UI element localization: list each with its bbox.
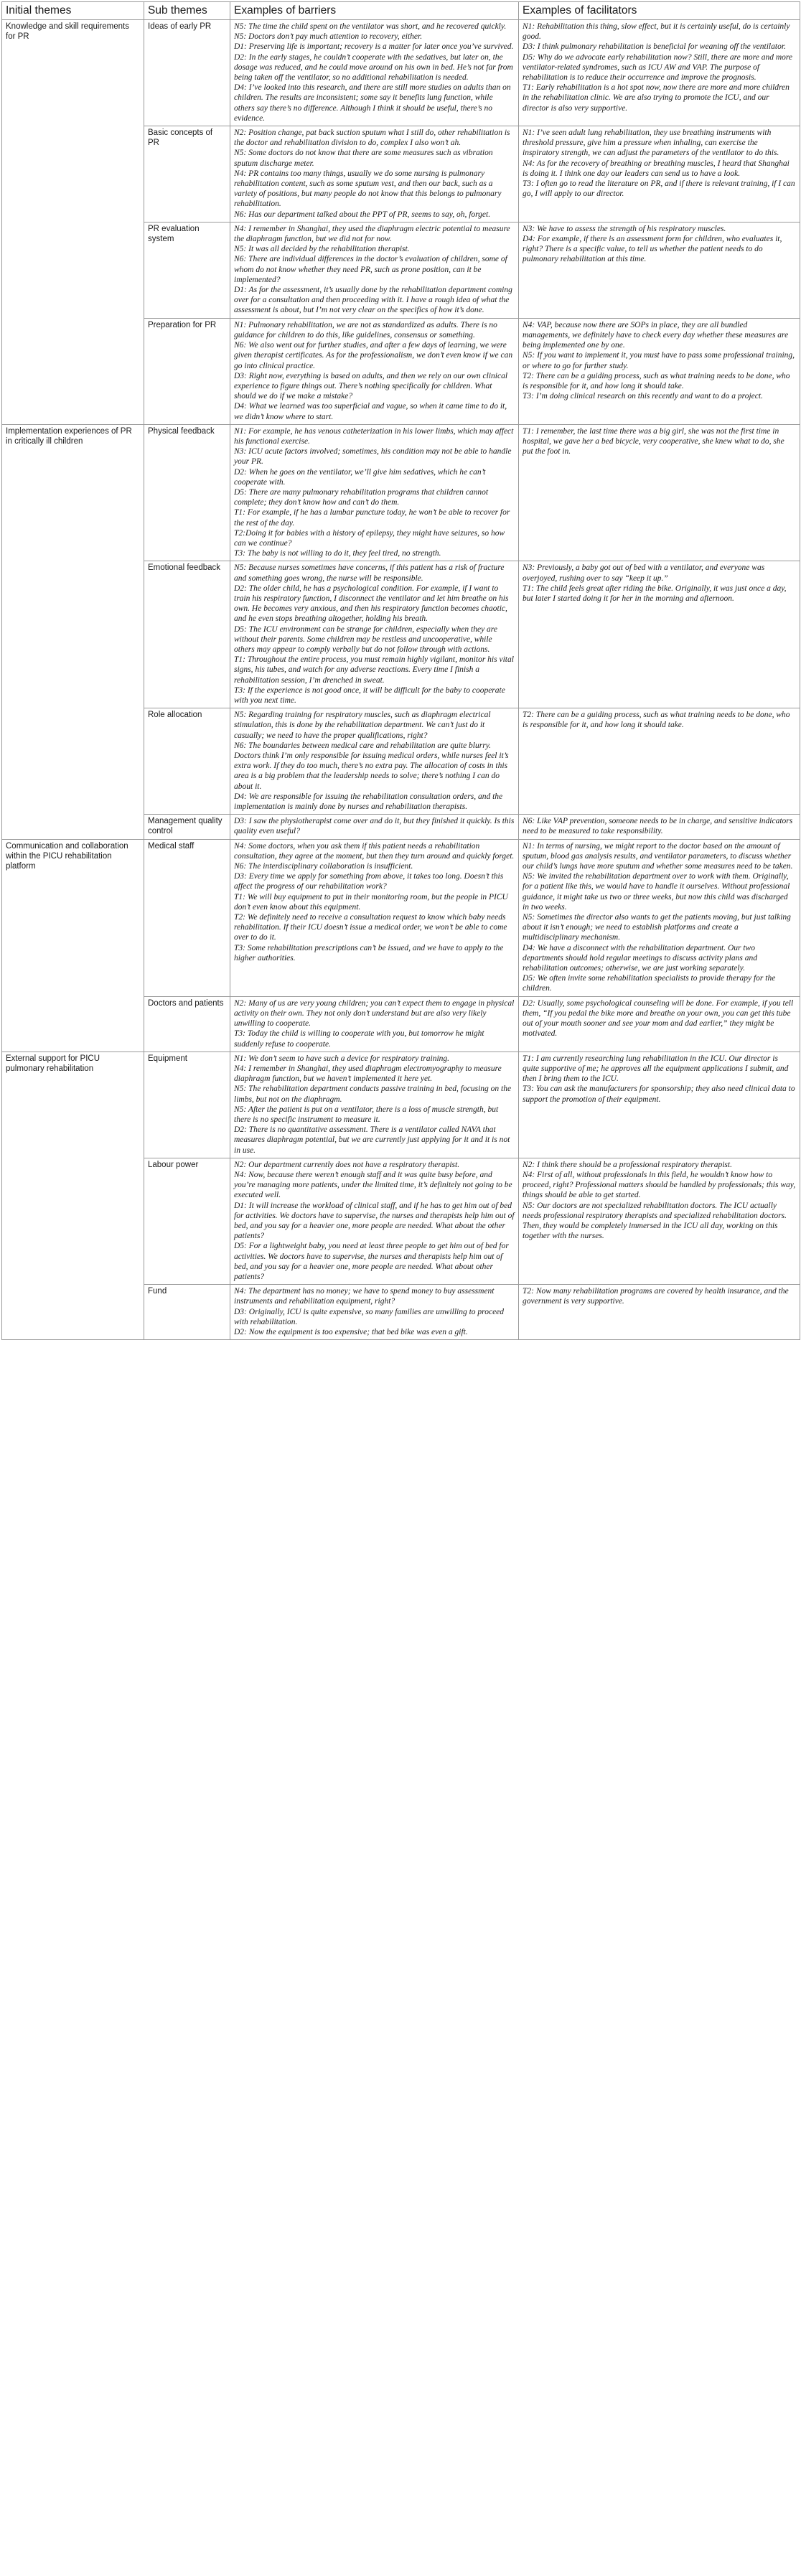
barrier-quote: D4: We are responsible for issuing the rehabilitation consultation orders, and the implementation is mainly done by nurses and rehabilitation therapists. [234, 792, 503, 812]
table-header-row [2, 2, 800, 20]
barrier-quote: D3: Originally, ICU is quite expensive, so many families are unwilling to proceed with rehabilitation. [234, 1307, 505, 1326]
sub-theme-cell: Fund [144, 1285, 230, 1340]
sub-theme-cell: Preparation for PR [144, 318, 230, 424]
barrier-quote: N4: I remember in Shanghai, they used the diaphragm electric potential to measure the diaphragm function, but we did not for now. [234, 224, 510, 244]
facilitator-quote: T3: I’m doing clinical research on this recently and want to do a project. [523, 392, 763, 401]
facilitator-quote: N4: As for the recovery of breathing or breathing muscles, I heard that Shanghai is doing it. I think one day our leaders can send us to have a look. [523, 159, 790, 178]
barrier-quote: N6: The boundaries between medical care and rehabilitation are quite blurry. Doctors think I’m only responsible for issuing medical orders, while nurses feel it’s extra work. If they do too much, there’s no extra pay. The allocation of costs in this area is a big problem that the leadership needs to solve; there’s nothing I can do about it. [234, 741, 509, 791]
sub-theme-cell: Emotional feedback [144, 561, 230, 708]
facilitator-quote: T2: Now many rehabilitation programs are covered by health insurance, and the government is very supportive. [523, 1287, 789, 1306]
barriers-cell [230, 126, 519, 223]
barrier-quote: D4: I’ve looked into this research, and there are still more studies on adults than on children. The results are inconsistent; some say it benefits lung function, while others say there’s no difference. Although I think it should be useful, there’s no evidence. [234, 83, 511, 123]
sub-theme-cell: PR evaluation system [144, 222, 230, 318]
facilitator-quote: T3: You can ask the manufacturers for sponsorship; they also need clinical data to support the promotion of their equipment. [523, 1085, 795, 1104]
facilitator-quote: D4: We have a disconnect with the rehabilitation department. Our two departments should hold regular meetings to discuss activity plans and rehabilitation outcomes; otherwise, we are just working separately. [523, 943, 757, 973]
barriers-cell [230, 1285, 519, 1340]
facilitator-quote: T3: I often go to read the literature on PR, and if there is relevant training, if I can go, I will apply to our director. [523, 179, 795, 199]
facilitator-quote: T2: There can be a guiding process, such as what training needs to be done, who is responsible for it, and how long it should take. [523, 711, 790, 730]
barrier-quote: N6: We also went out for further studies, and after a few days of learning, we were given therapist certificates. As for the professionalism, we don’t even know if we can go into clinical practice. [234, 341, 513, 370]
barriers-cell [230, 996, 519, 1052]
facilitators-cell [519, 424, 800, 561]
initial-theme-cell: Knowledge and skill requirements for PR [2, 20, 144, 425]
barrier-quote: N1: For example, he has venous catheterization in his lower limbs, which may affect his functional exercise. [234, 426, 514, 446]
barriers-cell [230, 318, 519, 424]
facilitators-cell [519, 20, 800, 126]
facilitator-quote: N5: Sometimes the director also wants to get the patients moving, but just talking about it isn’t enough; we need to establish platforms and create a multidisciplinary mechanism. [523, 913, 791, 942]
barrier-quote: T1: We will buy equipment to put in their monitoring room, but the people in PICU don’t even know about this equipment. [234, 892, 508, 912]
barrier-quote: N4: I remember in Shanghai, they used diaphragm electromyography to measure diaphragm function, but we haven’t implemented it here yet. [234, 1064, 502, 1084]
barrier-quote: N4: The department has no money; we have to spend money to buy assessment instruments and rehabilitation equipment, right? [234, 1287, 495, 1306]
facilitator-quote: D5: We often invite some rehabilitation specialists to provide therapy for the children. [523, 974, 776, 993]
facilitator-quote: N3: Previously, a baby got out of bed with a ventilator, and everyone was overjoyed, rushing over to say “keep it up.” [523, 563, 765, 583]
facilitators-cell [519, 1158, 800, 1284]
barrier-quote: N5: After the patient is put on a ventilator, there is a loss of muscle strength, but there is no specific instrument to measure it. [234, 1105, 499, 1124]
facilitator-quote: N6: Like VAP prevention, someone needs to be in charge, and sensitive indicators need to be measured to take responsibility. [523, 817, 793, 836]
barrier-quote: D2: Now the equipment is too expensive; that bed bike was even a gift. [234, 1327, 468, 1336]
sub-theme-cell: Management quality control [144, 815, 230, 839]
sub-theme-cell: Role allocation [144, 708, 230, 815]
barrier-quote: D3: Right now, everything is based on adults, and then we rely on our own clinical experience to figure things out. There’s nothing specifically for children. What should we do if we make a mistake? [234, 371, 508, 401]
initial-theme-cell: Communication and collaboration within the PICU rehabilitation platform [2, 839, 144, 1052]
facilitators-cell [519, 318, 800, 424]
barrier-quote: N4: Now, because there weren’t enough staff and it was quite busy before, and you’re managing more patients, under the limited time, it’s definitely not going to be executed well. [234, 1170, 512, 1200]
barrier-quote: T2: We definitely need to receive a consultation request to know which baby needs rehabilitation. If their ICU doesn’t issue a medical order, we won’t be able to come over to do it. [234, 913, 507, 942]
barrier-quote: N5: The time the child spent on the ventilator was short, and he recovered quickly. [234, 22, 507, 31]
facilitator-quote: T1: The child feels great after riding the bike. Originally, it was just once a day, but later I started doing it for her in the morning and afternoon. [523, 584, 787, 603]
barriers-cell [230, 561, 519, 708]
barrier-quote: D1: It will increase the workload of clinical staff, and if he has to get him out of bed for activities. We doctors have to supervise, the nurses and therapists help him out of bed, and you say for a heavier one, more people are needed. What about the other patients? [234, 1201, 515, 1241]
barrier-quote: N3: ICU acute factors involved; sometimes, his condition may not be able to handle your PR. [234, 447, 512, 467]
barriers-cell [230, 424, 519, 561]
facilitators-cell [519, 222, 800, 318]
sub-theme-cell: Physical feedback [144, 424, 230, 561]
barriers-cell [230, 1052, 519, 1158]
barriers-cell [230, 708, 519, 815]
barriers-cell [230, 815, 519, 839]
barrier-quote: N5: It was all decided by the rehabilitation therapist. [234, 245, 410, 254]
table-row [2, 20, 800, 126]
barrier-quote: D2: When he goes on the ventilator, we’ll give him sedatives, which he can’t cooperate with. [234, 467, 486, 487]
barrier-quote: T3: Today the child is willing to cooperate with you, but tomorrow he might suddenly refuse to cooperate. [234, 1029, 484, 1049]
barrier-quote: T1: For example, if he has a lumbar puncture today, he won’t be able to recover for the rest of the day. [234, 508, 510, 528]
barrier-quote: N6: The interdisciplinary collaboration is insufficient. [234, 862, 413, 871]
table-row [2, 1052, 800, 1158]
facilitator-quote: T1: I am currently researching lung rehabilitation in the ICU. Our director is quite supportive of me; he approves all the equipment applications I submit, and then I bring them to the ICU. [523, 1054, 789, 1084]
barriers-cell [230, 1158, 519, 1284]
barrier-quote: T3: The baby is not willing to do it, they feel tired, no strength. [234, 549, 441, 558]
facilitators-cell [519, 996, 800, 1052]
table-body [2, 20, 800, 1340]
facilitator-quote: T2: There can be a guiding process, such as what training needs to be done, who is responsible for it, and how long it should take. [523, 371, 790, 390]
barrier-quote: N6: There are individual differences in the doctor’s evaluation of children, some of whom do not know whether they need PR, such as prone position, can it be implemented? [234, 255, 507, 284]
barrier-quote: D5: The ICU environment can be strange for children, especially when they are without their parents. Some children may be restless and uncooperative, while others may appear to comply verbally but do not follow through with actions. [234, 624, 497, 654]
barrier-quote: D3: Every time we apply for something from above, it takes too long. Doesn’t this affect the progress of our rehabilitation work? [234, 872, 504, 891]
facilitator-quote: N3: We have to assess the strength of his respiratory muscles. [523, 224, 726, 233]
barrier-quote: N2: Many of us are very young children; you can’t expect them to engage in physical activity on their own. They not only don’t understand but are also very likely unwilling to cooperate. [234, 998, 515, 1029]
barrier-quote: N4: PR contains too many things, usually we do some nursing is pulmonary rehabilitation content, such as some sputum vest, and then our back, such as a variety of positions, but many people do not know that this belongs to pulmonary rehabilitation. [234, 169, 502, 209]
facilitator-quote: D3: I think pulmonary rehabilitation is beneficial for weaning off the ventilator. [523, 42, 786, 52]
facilitators-cell [519, 1052, 800, 1158]
facilitator-quote: T1: Early rehabilitation is a hot spot now, now there are more and more children in the rehabilitation clinic. We are also trying to promote the ICU, and our director is also very supportive. [523, 83, 790, 113]
facilitators-cell [519, 708, 800, 815]
facilitator-quote: N4: First of all, without professionals in this field, he wouldn’t know how to proceed, right? Professional matters should be handled by professionals; this way, things should be able to get started. [523, 1170, 796, 1200]
sub-theme-cell: Ideas of early PR [144, 20, 230, 126]
barrier-quote: N5: Some doctors do not know that there are some measures such as vibration sputum discharge meter. [234, 149, 493, 168]
facilitators-cell [519, 1285, 800, 1340]
barrier-quote: N6: Has our department talked about the PPT of PR, seems to say, oh, forget. [234, 210, 491, 219]
barrier-quote: N2: Our department currently does not have a respiratory therapist. [234, 1160, 460, 1169]
barrier-quote: N5: Regarding training for respiratory muscles, such as diaphragm electrical stimulation, this is done by the rehabilitation department. We can’t just do it casually; we need to have the proper qualifications, right? [234, 711, 491, 740]
facilitator-quote: N1: Rehabilitation this thing, slow effect, but it is certainly useful, do is certainly good. [523, 22, 790, 42]
facilitator-quote: T1: I remember, the last time there was a big girl, she was not the first time in hospital, we gave her a bed bicycle, very cooperative, she knew what to do, she put the foot in. [523, 426, 784, 456]
facilitator-quote: N4: VAP, because now there are SOPs in place, they are all bundled managements, we definitely have to check every day whether these measures are being implemented one by one. [523, 320, 789, 350]
initial-theme-cell: External support for PICU pulmonary rehabilitation [2, 1052, 144, 1339]
header-barriers: Examples of barriers [230, 2, 519, 20]
sub-theme-cell: Labour power [144, 1158, 230, 1284]
table-row [2, 839, 800, 996]
facilitator-quote: N5: Our doctors are not specialized rehabilitation doctors. The ICU actually needs professional respiratory therapists and specialized rehabilitation doctors. Then, they would be completely immersed in the ICU all day, working on this together with the nurses. [523, 1201, 787, 1241]
header-facilitators: Examples of facilitators [519, 2, 800, 20]
header-initial-themes: Initial themes [2, 2, 144, 20]
barrier-quote: N2: Position change, pat back suction sputum what I still do, other rehabilitation is the doctor and rehabilitation division to do, complex I also won’t ah. [234, 128, 510, 148]
sub-theme-cell: Doctors and patients [144, 996, 230, 1052]
barrier-quote: N5: Doctors don’t pay much attention to recovery, either. [234, 32, 423, 42]
barriers-cell [230, 222, 519, 318]
barrier-quote: D2: The older child, he has a psychological condition. For example, if I want to train his respiratory function, I disconnect the ventilator and let him breathe on his own. He becomes very anxious, and then his respiratory function becomes chaotic, and he even stops breathing altogether, holding his breath. [234, 584, 509, 624]
facilitators-cell [519, 561, 800, 708]
sub-theme-cell: Medical staff [144, 839, 230, 996]
barrier-quote: T1: Throughout the entire process, you must remain highly vigilant, monitor his vital signs, his tubes, and watch for any adverse reactions. Every time I finish a rehabilitation session, I’m drenched in sweat. [234, 655, 514, 685]
barrier-quote: T2:Doing it for babies with a history of epilepsy, they might have seizures, so how can we continue? [234, 528, 505, 548]
facilitator-quote: N1: In terms of nursing, we might report to the doctor based on the amount of sputum, blood gas analysis results, and ventilator parameters, to discuss whether our child’s lungs have more sputum and whether some measures need to be taken. [523, 841, 793, 871]
barrier-quote: D1: As for the assessment, it’s usually done by the rehabilitation department coming over for a consultation and then proceeding with it. I have a rough idea of what the assessment is about, but I’m not very clear on the specifics of how it’s done. [234, 286, 512, 315]
barrier-quote: N5: The rehabilitation department conducts passive training in bed, focusing on the limbs, but not on the diaphragm. [234, 1085, 512, 1104]
header-sub-themes: Sub themes [144, 2, 230, 20]
barrier-quote: T3: If the experience is not good once, it will be difficult for the baby to cooperate with you next time. [234, 685, 505, 705]
table-row [2, 424, 800, 561]
facilitator-quote: N1: I’ve seen adult lung rehabilitation, they use breathing instruments with threshold pressure, give him a pressure when inhaling, can exercise the inspiratory strength, we can adjust the parameters of the ventilator to do this. [523, 128, 779, 158]
barrier-quote: D1: Preserving life is important; recovery is a matter for later once you’ve survived. [234, 42, 514, 52]
barrier-quote: N4: Some doctors, when you ask them if this patient needs a rehabilitation consultation, they agree at the moment, but then they turn around and quickly forget. [234, 841, 515, 861]
facilitator-quote: D4: For example, if there is an assessment form for children, who evaluates it, right? There is a specific value, to tell us whether the patient needs to do pulmonary rehabilitation at this time. [523, 235, 782, 264]
barrier-quote: D2: In the early stages, he couldn’t cooperate with the sedatives, but later on, the dosage was reduced, and he could move around on his own in bed. He’s not far from being taken off the ventilator, so no additional rehabilitation is needed. [234, 52, 513, 83]
sub-theme-cell: Basic concepts of PR [144, 126, 230, 223]
facilitator-quote: N5: We invited the rehabilitation department over to work with them. Originally, for a patient like this, we would have to handle it ourselves. Without professional guidance, it might take us two or three weeks, but now this child was discharged in two weeks. [523, 872, 790, 912]
facilitator-quote: N5: If you want to implement it, you must have to pass some professional training, or where to go for further study. [523, 351, 795, 370]
facilitator-quote: D2: Usually, some psychological counseling will be done. For example, if you tell them, “If you pedal the bike more and breathe on your own, you can get this tube out of your mouth sooner and see your mom and dad earlier,” they might be motivated. [523, 998, 794, 1039]
facilitators-cell [519, 839, 800, 996]
barrier-quote: N5: Because nurses sometimes have concerns, if this patient has a risk of fracture and something goes wrong, the nurse will be responsible. [234, 563, 505, 583]
barriers-cell [230, 20, 519, 126]
barrier-quote: D5: There are many pulmonary rehabilitation programs that children cannot complete; they don’t know how and can’t do them. [234, 487, 489, 507]
initial-theme-cell: Implementation experiences of PR in critically ill children [2, 424, 144, 839]
barrier-quote: D5: For a lightweight baby, you need at least three people to get him out of bed for activities. We doctors have to supervise, the nurses and therapists help him out of bed, and you say for a heavier one, more people are needed. What about other patients? [234, 1242, 509, 1281]
barrier-quote: N1: Pulmonary rehabilitation, we are not as standardized as adults. There is no guidance for children to do this, like guidelines, consensus or something. [234, 320, 497, 339]
barrier-quote: N1: We don’t seem to have such a device for respiratory training. [234, 1054, 450, 1063]
barrier-quote: D2: There is no quantitative assessment. There is a ventilator called NAVA that measures diaphragm potential, but we are currently just applying for it and it is not in use. [234, 1125, 510, 1155]
barriers-cell [230, 839, 519, 996]
facilitator-quote: D5: Why do we advocate early rehabilitation now? Still, there are more and more ventilator-related syndromes, such as ICU AW and VAP. The purpose of rehabilitation is to reduce their occurrence and improve the prognosis. [523, 52, 793, 83]
barrier-quote: D3: I saw the physiotherapist come over and do it, but they finished it quickly. Is this quality even useful? [234, 817, 515, 836]
facilitators-cell [519, 815, 800, 839]
facilitators-cell [519, 126, 800, 223]
sub-theme-cell: Equipment [144, 1052, 230, 1158]
barrier-quote: T3: Some rehabilitation prescriptions can’t be issued, and we have to apply to the higher authorities. [234, 943, 504, 963]
facilitator-quote: N2: I think there should be a professional respiratory therapist. [523, 1160, 732, 1169]
barrier-quote: D4: What we learned was too superficial and vague, so when it came time to do it, we didn’t know where to start. [234, 402, 507, 421]
themes-table [1, 1, 800, 1340]
